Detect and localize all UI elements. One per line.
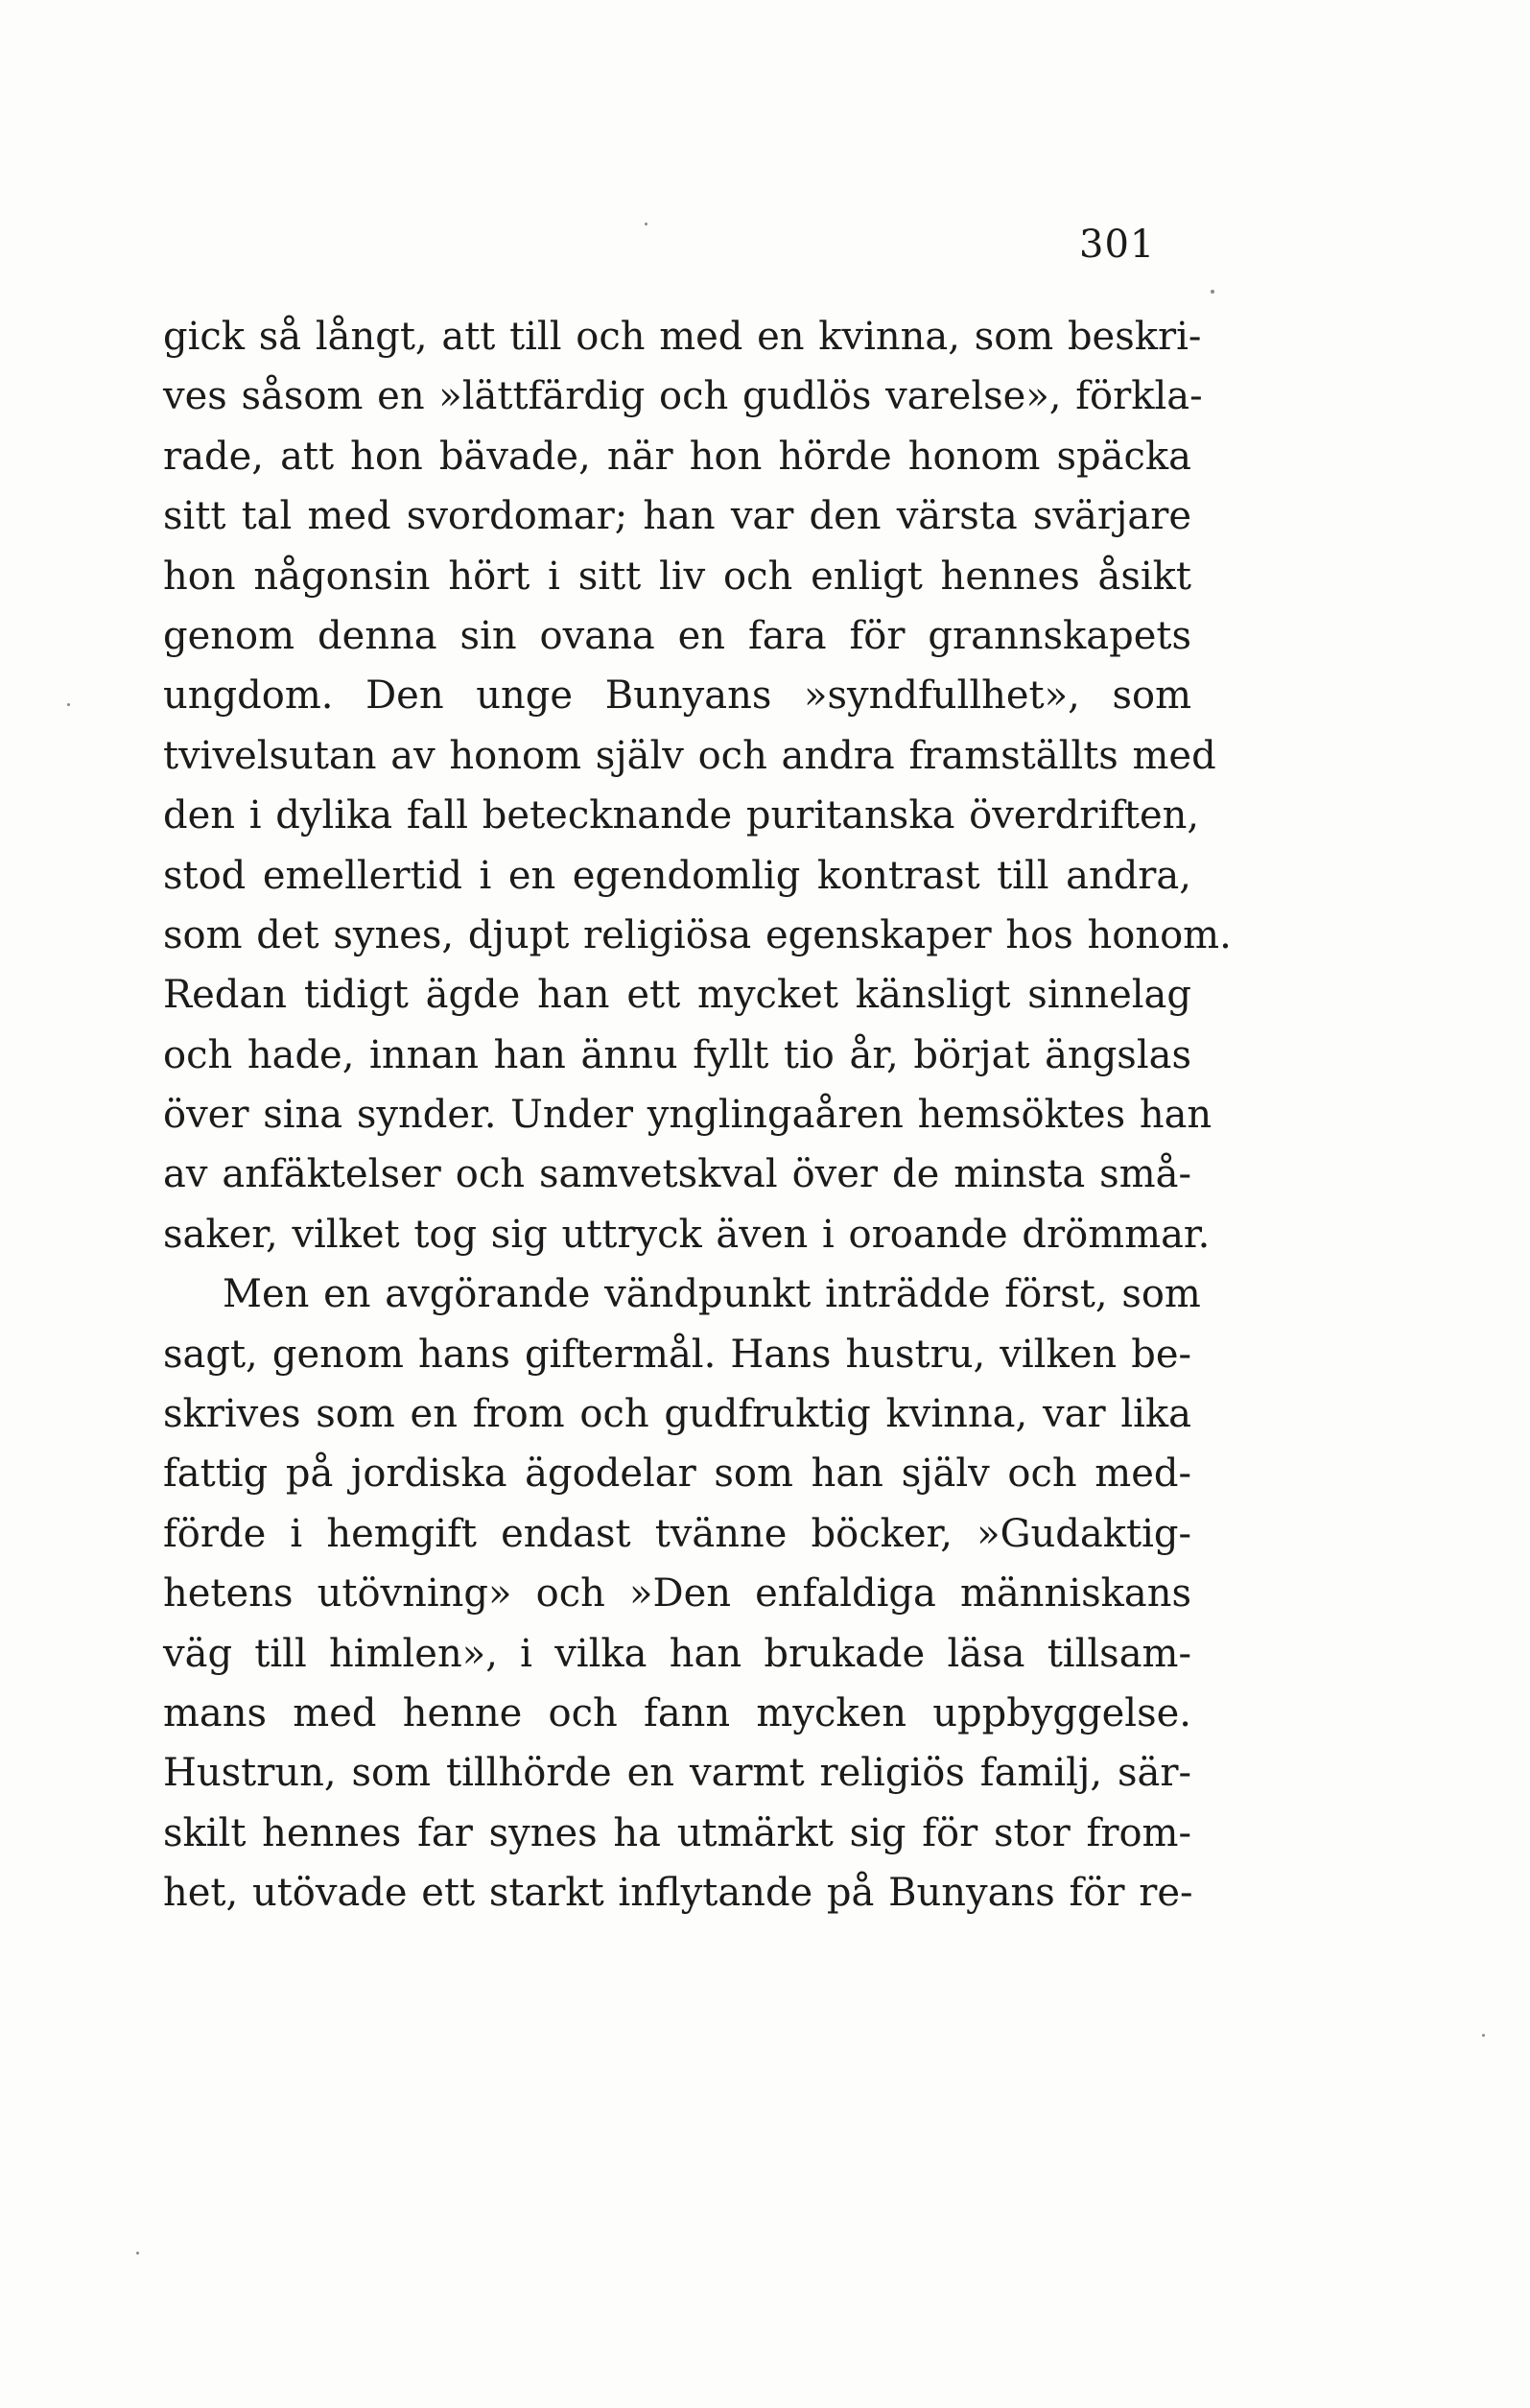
text-line: sagt, genom hans giftermål. Hans hustru, vilken be- xyxy=(163,1332,1191,1377)
text-line: Hustrun, som tillhörde en varmt religiös familj, sär- xyxy=(163,1751,1191,1796)
text-line: ungdom. Den unge Bunyans »syndfullhet», som xyxy=(163,673,1191,719)
text-line: ves såsom en »lättfärdig och gudlös varelse», förkla- xyxy=(163,374,1203,419)
body-text xyxy=(163,307,1232,1924)
text-line: den i dylika fall betecknande puritanska överdriften, xyxy=(163,793,1200,838)
text-line: förde i hemgift endast tvänne böcker, »Gudaktig- xyxy=(163,1511,1191,1556)
text-line: tvivelsutan av honom själv och andra framställts med xyxy=(163,733,1216,778)
text-line: stod emellertid i en egendomlig kontrast till andra, xyxy=(163,853,1191,898)
text-line: het, utövade ett starkt inflytande på Bunyans för re- xyxy=(163,1871,1193,1916)
text-line: hetens utövning» och »Den enfaldiga människans xyxy=(163,1571,1191,1617)
text-line: Redan tidigt ägde han ett mycket känsligt sinnelag xyxy=(163,973,1191,1018)
text-line: hon någonsin hört i sitt liv och enligt hennes åsikt xyxy=(163,554,1191,599)
scan-speck xyxy=(645,223,647,225)
text-line: gick så långt, att till och med en kvinna, som beskri- xyxy=(163,315,1202,359)
scan-speck xyxy=(1482,2034,1485,2037)
text-line: skrives som en from och gudfruktig kvinna, var lika xyxy=(163,1392,1191,1437)
scan-speck xyxy=(136,2252,139,2255)
text-line: över sina synder. Under ynglingaåren hemsöktes han xyxy=(163,1093,1212,1138)
text-line: fattig på jordiska ägodelar som han själv och med- xyxy=(163,1452,1191,1497)
text-line: genom denna sin ovana en fara för grannskapets xyxy=(163,613,1191,658)
text-line: skilt hennes far synes ha utmärkt sig för stor from- xyxy=(163,1810,1191,1855)
scan-speck xyxy=(1211,290,1214,294)
page-number: 301 xyxy=(1079,223,1156,267)
text-line: som det synes, djupt religiösa egenskaper hos honom. xyxy=(163,912,1232,957)
text-line: av anfäktelser och samvetskval över de minsta små- xyxy=(163,1152,1191,1197)
text-line: saker, vilket tog sig uttryck även i oroande drömmar. xyxy=(163,1212,1211,1257)
scan-speck xyxy=(67,703,70,706)
text-line: rade, att hon bävade, när hon hörde honom späcka xyxy=(163,434,1191,479)
text-line: väg till himlen», i vilka han brukade läsa tillsam- xyxy=(163,1631,1191,1676)
text-line-paragraph-start: Men en avgörande vändpunkt inträdde först, som xyxy=(223,1272,1201,1317)
text-line: och hade, innan han ännu fyllt tio år, börjat ängslas xyxy=(163,1032,1191,1077)
text-line: mans med henne och fann mycken uppbyggelse. xyxy=(163,1690,1191,1735)
text-line: sitt tal med svordomar; han var den värsta svärjare xyxy=(163,494,1191,539)
